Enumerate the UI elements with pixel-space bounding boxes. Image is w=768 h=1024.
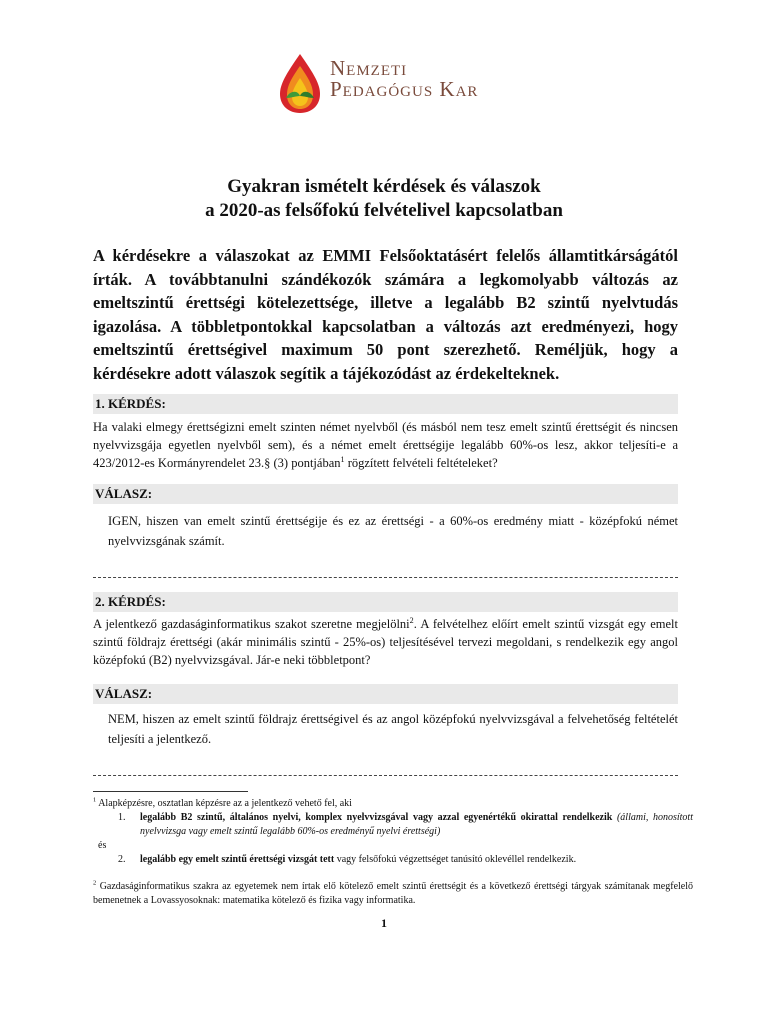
footnote-1 <box>93 797 693 811</box>
footnote-1-intro: Alapképzésre, osztatlan képzésre az a jelentkező vehető fel, aki <box>96 798 352 809</box>
question-1-text <box>93 418 678 472</box>
flame-drop-icon <box>276 52 328 114</box>
footnote-item-1-italic: (állami, honosított nyelvvizsga vagy emelt szintű legalább 60%-os eredményű nyelvi érettségi) <box>140 812 693 837</box>
logo-line-1: Nemzeti <box>330 56 408 80</box>
section-divider <box>93 577 678 578</box>
question-2-label: 2. KÉRDÉS: <box>93 592 678 612</box>
footnote-1-item-1 <box>118 811 693 841</box>
footnote-2 <box>93 880 693 907</box>
page-number: 1 <box>381 916 387 930</box>
page-title <box>0 175 768 223</box>
answer-1-label: VÁLASZ: <box>93 484 678 504</box>
footnote-ref-2[interactable]: 2 <box>409 615 414 625</box>
title-line-2: a 2020-as felsőfokú felvételivel kapcsolatban <box>205 200 563 221</box>
intro-paragraph: A kérdésekre a válaszokat az EMMI Felsőoktatásért felelős államtitkárságától írták. A továbbtanulni szándékozók számára a legkomolyabb változás az emeltszintű érettségi kötelezettsége, illetve a legalább B2 szintű nyelvtudás igazolása. A többletpontokkal kapcsolatban a változás azt eredményezi, hogy emeltszintű érettségivel maximum 50 pont szerezhető. Reméljük, hogy a kérdésekre adott válaszok segítik a tájékozódást az érdekelteknek. <box>93 246 678 383</box>
footnote-1-mark: 1 <box>93 796 97 804</box>
footnote-item-2-rest: vagy felsőfokú végzettséget tanúsító oklevéllel rendelkezik. <box>334 854 577 865</box>
answer-1-text: IGEN, hiszen van emelt szintű érettségije és ez az érettségi - a 60%-os eredmény miatt - középfokú német nyelvvizsgának számít. <box>108 514 678 548</box>
footnote-es: és <box>98 840 107 851</box>
footnote-ref-1[interactable]: 1 <box>340 454 345 464</box>
footnote-item-number: 2. <box>118 854 126 865</box>
footnote-2-text: Gazdaságinformatikus szakra az egyetemek nem írtak elő kötelező emelt szintű érettségit és a következő érettségi tárgyak számítanak megfelelő bemenetnek a Lovassyosoknak: matematika kötelező és fizika vagy informatika. <box>93 881 693 906</box>
title-line-1: Gyakran ismételt kérdések és válaszok <box>227 176 541 197</box>
question-2-text-a: A jelentkező gazdaságinformatikus szakot szeretne megjelölni <box>93 617 410 631</box>
footnote-2-mark: 2 <box>93 879 97 887</box>
footnote-1-item-2 <box>118 853 693 883</box>
answer-2-text: NEM, hiszen az emelt szintű földrajz érettségivel és az angol középfokú nyelvvizsgával a felvehetőség feltételét teljesíti a jelentkező. <box>108 712 678 746</box>
question-2-text <box>93 615 678 669</box>
logo-line-2: Pedagógus Kar <box>330 77 479 101</box>
answer-2-label: VÁLASZ: <box>93 684 678 704</box>
logo-text <box>330 58 478 100</box>
footnote-item-1-bold: legalább B2 szintű, általános nyelvi, komplex nyelvvizsgával vagy azzal egyenértékű okirattal rendelkezik <box>140 812 613 823</box>
question-1-text-a: Ha valaki elmegy érettségizni emelt szinten német nyelvből (és másból nem tesz emelt szintű érettségit és nincsen nyelvvizsgája egyetlen nyelvből sem), és a német emelt érettségije legalább 60%-os lesz, akkor teljesíti-e a 423/2012-es Kormányrendelet 23.§ (3) pontjában <box>93 420 678 470</box>
nemzeti-pedagogus-kar-logo <box>276 52 486 114</box>
question-1-label: 1. KÉRDÉS: <box>93 394 678 414</box>
footnote-item-number: 1. <box>118 812 126 823</box>
footnote-item-2-bold: legalább egy emelt szintű érettségi vizsgát tett <box>140 854 335 865</box>
footnote-separator <box>93 791 248 792</box>
section-divider <box>93 775 678 776</box>
question-1-text-b: rögzített felvételi feltételeket? <box>344 456 498 470</box>
question-2-text-b: . A felvételhez előírt emelt szintű vizsgát egy emelt szintű földrajz érettségi (akár minimális szintű - 25%-os) teljesítésével tervezi megoldani, s rendelkezik egy angol középfokú (B2) nyelvvizsgával. Jár-e neki többletpont? <box>93 617 678 667</box>
